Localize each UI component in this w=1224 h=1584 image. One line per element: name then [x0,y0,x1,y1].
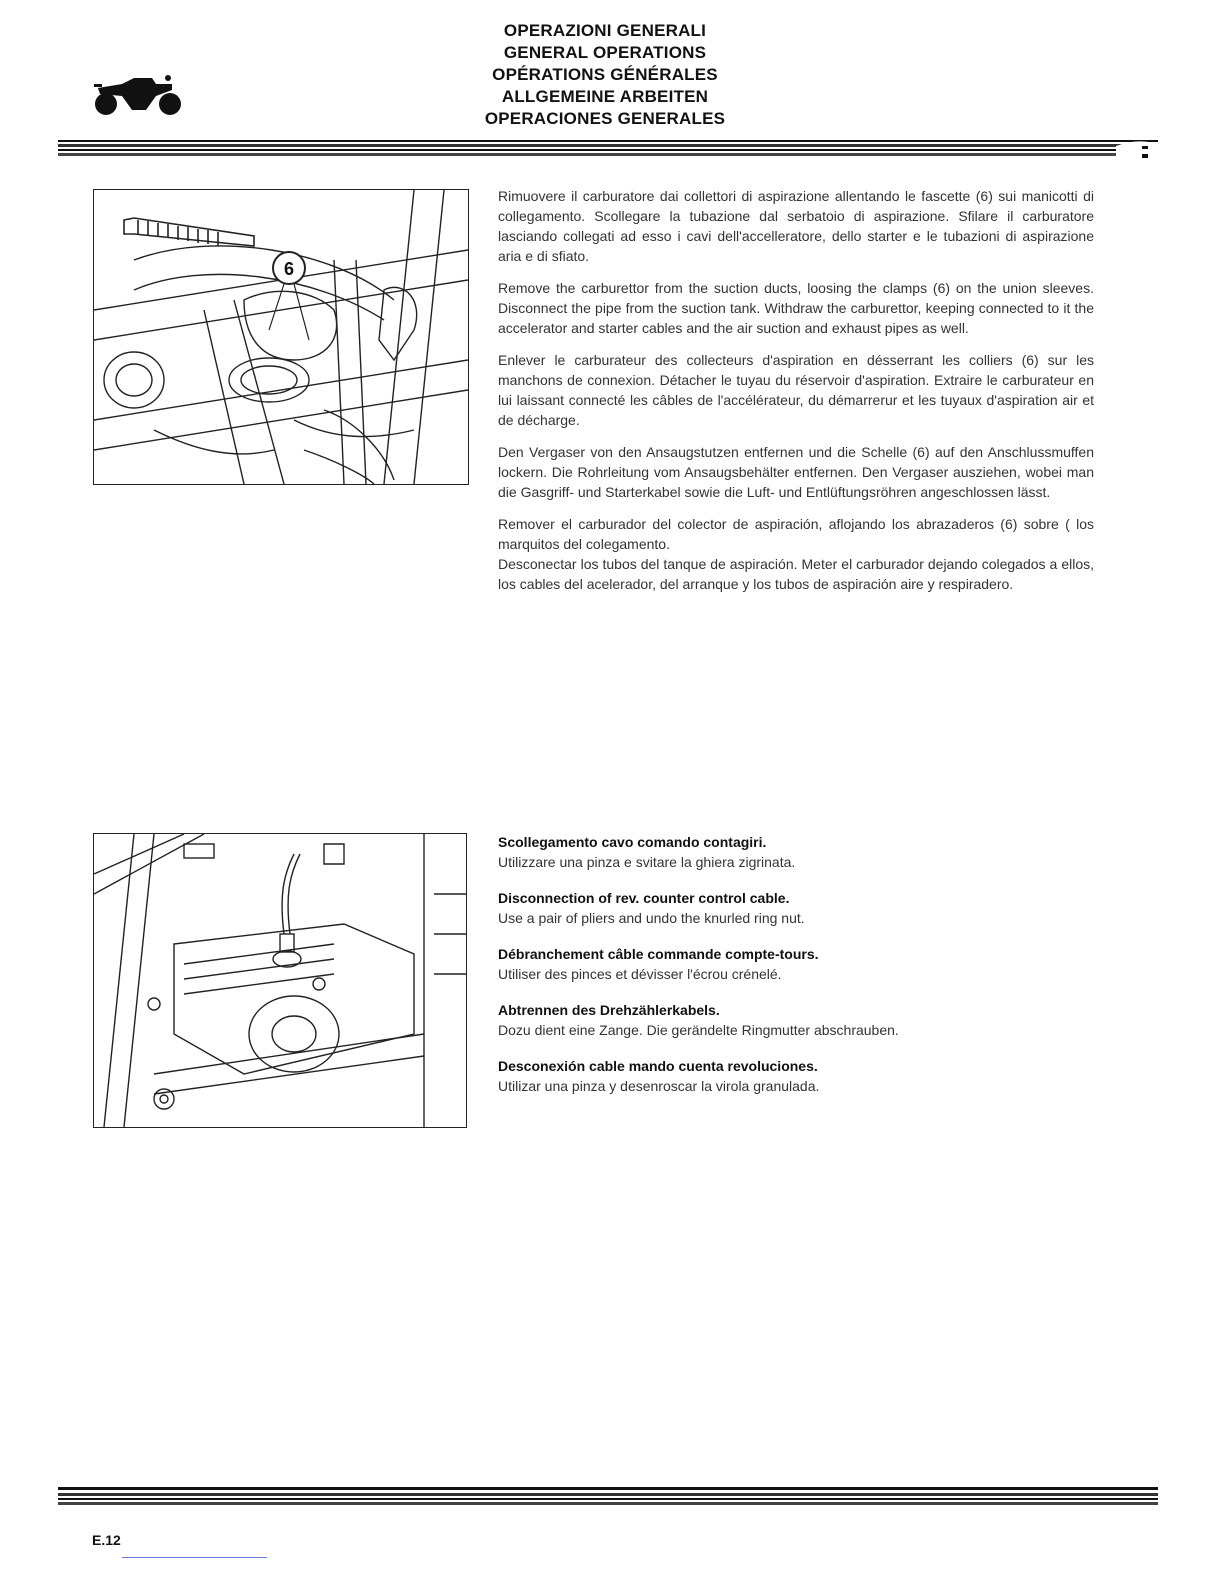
title-de: ALLGEMEINE ARBEITEN [501,87,709,106]
instruction-text-en: Use a pair of pliers and undo the knurled ring nut. [498,910,805,926]
instruction-es [498,1056,1094,1096]
instruction-text-fr: Utiliser des pinces et dévisser l'écrou crénelé. [498,966,782,982]
motorcycle-icon [92,70,184,120]
instruction-text-it: Utilizzare una pinza e svitare la ghiera zigrinata. [498,854,796,870]
paragraph-en: Remove the carburettor from the suction ducts, loosing the clamps (6) on the union sleeves. Disconnect the pipe from the suction tank. Withdraw the carburettor, keeping connected to it the accelerator and starter cables and the air suction and exhaust pipes as well. [498,280,1094,336]
title-es: OPERACIONES GENERALES [484,109,726,128]
underline-link [122,1557,267,1558]
carburetor-removal-text [498,186,1094,606]
title-fr: OPÉRATIONS GÉNÉRALES [492,65,718,84]
page-number: E.12 [92,1532,121,1548]
instruction-fr [498,944,1094,984]
instruction-text-es: Utilizar una pinza y desenroscar la virola granulada. [498,1078,820,1094]
paragraph-it: Rimuovere il carburatore dai collettori di aspirazione allentando le fascette (6) sui manicotti di collegamento. Scollegare la tubazione dal serbatoio di aspirazione. Sfilare il carburatore lasciando collegati ad esso i cavi dell'accelleratore, dello starter e le tubazioni di aspirazione aria e di sfiato. [498,188,1094,264]
instruction-title-de: Abtrennen des Drehzählerkabels. [498,1002,720,1018]
footer-divider [58,1486,1158,1508]
header-divider [58,138,1158,160]
callout-6: 6 [283,259,295,279]
rev-counter-cable-figure [93,833,467,1128]
paragraph-es-1: Remover el carburador del colector de aspiración, aflojando los abrazaderos (6) sobre ( los marquitos del colegamento. [498,516,1094,552]
rev-counter-cable-text [498,832,1094,1112]
instruction-text-de: Dozu dient eine Zange. Die gerändelte Ringmutter abschrauben. [498,1022,899,1038]
instruction-de [498,1000,1094,1040]
instruction-title-fr: Débranchement câble commande compte-tours. [498,946,819,962]
paragraph-es-2: Desconectar los tubos del tanque de aspiración. Meter el carburador dejando colegados a ellos, los cables del acelerador, del arranque y los tubos de aspiración aire y respiradero. [498,556,1094,592]
instruction-title-en: Disconnection of rev. counter control cable. [498,890,790,906]
instruction-title-es: Desconexión cable mando cuenta revoluciones. [498,1058,818,1074]
paragraph-fr: Enlever le carburateur des collecteurs d'aspiration en désserrant les colliers (6) sur les manchons de connexion. Détacher le tuyau du réservoir d'aspiration. Extraire le carburateur en lui laissant connecté les câbles de l'accélérateur, du démarrerur et les tuyaux d'aspiration air et de décharge. [498,352,1094,428]
title-en: GENERAL OPERATIONS [503,43,707,62]
instruction-title-it: Scollegamento cavo comando contagiri. [498,834,767,850]
instruction-it [498,832,1094,872]
instruction-en [498,888,1094,928]
page-title [440,20,770,130]
paragraph-de: Den Vergaser von den Ansaugstutzen entfernen und die Schelle (6) auf den Anschlussmuffen lockern. Die Rohrleitung vom Ansaugsbehälter entfernen. Den Vergaser ausziehen, wobei man die Gasgriff- und Starterkabel sowie die Luft- und Entlüftungsröhren angeschlossen lässt. [498,444,1094,500]
title-it: OPERAZIONI GENERALI [503,21,707,40]
carburetor-removal-figure [93,189,469,485]
